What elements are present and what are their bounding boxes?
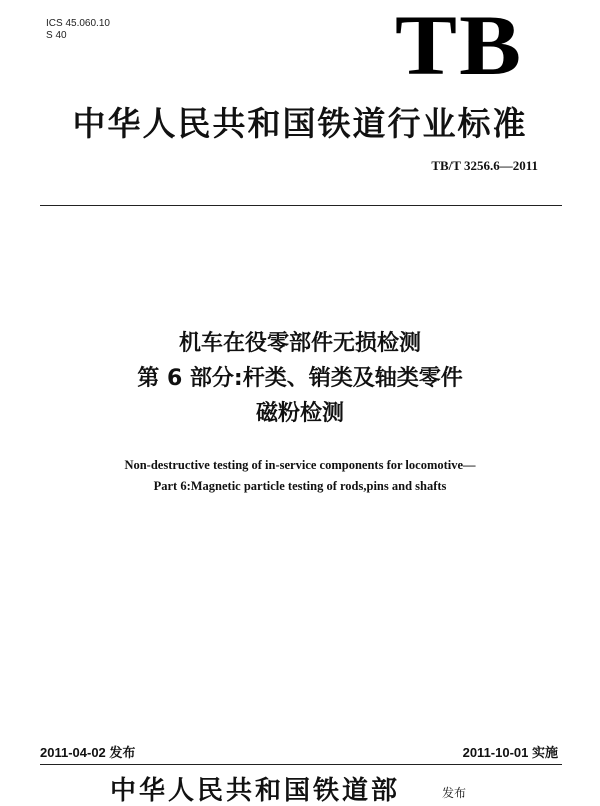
english-title-line-2: Part 6:Magnetic particle testing of rods,pins and shafts bbox=[153, 479, 447, 493]
issuer-name: 中华人民共和国铁道部 bbox=[110, 776, 401, 806]
implementation-date: 2011-10-01 实施 bbox=[462, 745, 558, 760]
tb-logo: TB bbox=[395, 0, 524, 93]
issue-date: 2011-04-02 发布 bbox=[40, 745, 136, 760]
document-title-line-3: 磁粉检测 bbox=[255, 401, 344, 426]
ccs-code: S 40 bbox=[46, 30, 67, 41]
bottom-divider bbox=[40, 764, 562, 765]
document-title-line-2: 第 6 部分:杆类、销类及轴类零件 bbox=[137, 366, 463, 391]
standard-code: TB/T 3256.6—2011 bbox=[431, 158, 538, 173]
ics-code: ICS 45.060.10 bbox=[46, 18, 110, 29]
top-divider bbox=[40, 205, 562, 206]
english-title-line-1: Non-destructive testing of in-service components for locomotive— bbox=[124, 458, 476, 472]
issuer-suffix: 发布 bbox=[442, 786, 467, 800]
standard-category-title: 中华人民共和国铁道行业标准 bbox=[72, 104, 528, 143]
document-title-line-1: 机车在役零部件无损检测 bbox=[178, 331, 421, 356]
